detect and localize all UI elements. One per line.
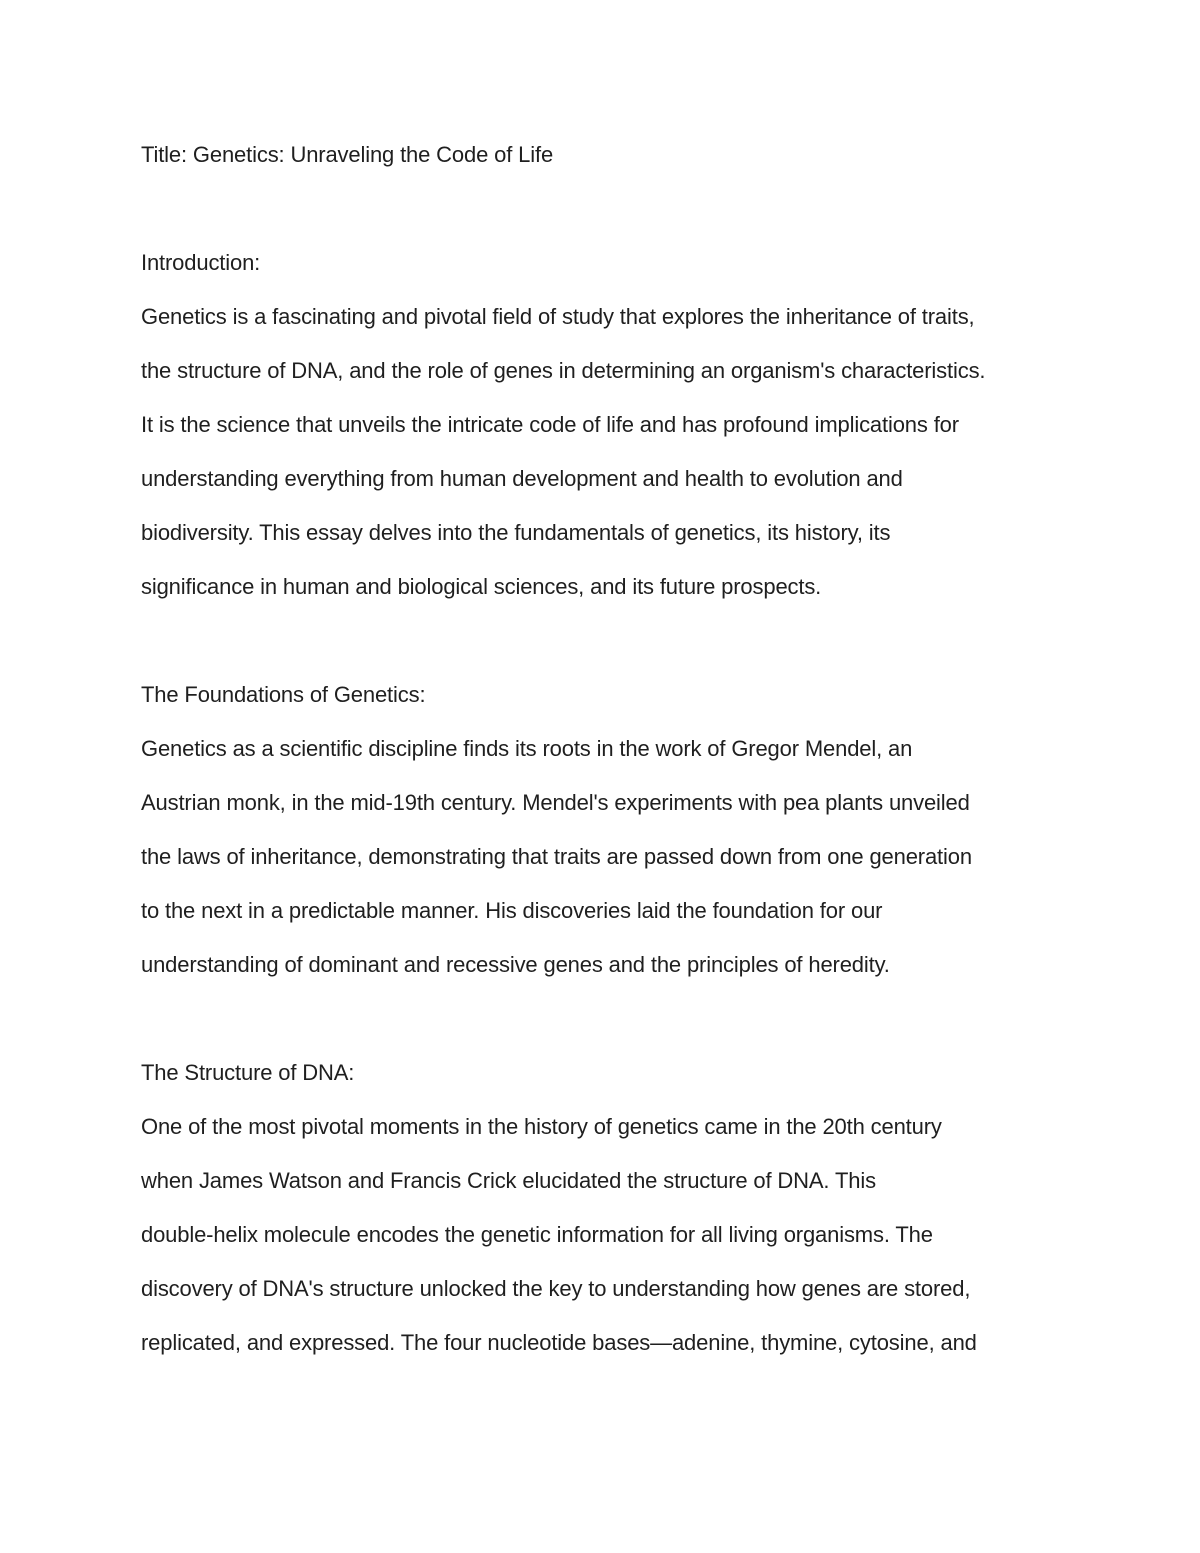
section-heading-foundations: The Foundations of Genetics:: [141, 682, 426, 707]
paragraph-line: One of the most pivotal moments in the history of genetics came in the 20th century: [141, 1114, 942, 1139]
paragraph-line: the laws of inheritance, demonstrating that traits are passed down from one generation: [141, 844, 972, 869]
blank-line: [141, 614, 1081, 668]
paragraph-line: It is the science that unveils the intricate code of life and has profound implications for: [141, 412, 959, 437]
section-heading-dna-structure: The Structure of DNA:: [141, 1060, 355, 1085]
paragraph-line: biodiversity. This essay delves into the fundamentals of genetics, its history, its: [141, 520, 891, 545]
paragraph-line: to the next in a predictable manner. His discoveries laid the foundation for our: [141, 898, 883, 923]
document-title: Title: Genetics: Unraveling the Code of Life: [141, 142, 554, 167]
paragraph-line: replicated, and expressed. The four nucleotide bases—adenine, thymine, cytosine, and: [141, 1330, 977, 1355]
section-heading-introduction: Introduction:: [141, 250, 261, 275]
paragraph-line: when James Watson and Francis Crick elucidated the structure of DNA. This: [141, 1168, 876, 1193]
blank-line: [141, 182, 1081, 236]
paragraph-line: significance in human and biological sciences, and its future prospects.: [141, 574, 822, 599]
blank-line: [141, 992, 1081, 1046]
paragraph-line: Genetics is a fascinating and pivotal field of study that explores the inheritance of traits,: [141, 304, 975, 329]
paragraph-line: double-helix molecule encodes the genetic information for all living organisms. The: [141, 1222, 933, 1247]
paragraph-line: Austrian monk, in the mid-19th century. Mendel's experiments with pea plants unveiled: [141, 790, 970, 815]
paragraph-line: understanding everything from human development and health to evolution and: [141, 466, 903, 491]
paragraph-line: discovery of DNA's structure unlocked the key to understanding how genes are stored,: [141, 1276, 971, 1301]
document-body: [141, 128, 1081, 1370]
paragraph-line: Genetics as a scientific discipline finds its roots in the work of Gregor Mendel, an: [141, 736, 913, 761]
paragraph-line: understanding of dominant and recessive genes and the principles of heredity.: [141, 952, 890, 977]
paragraph-line: the structure of DNA, and the role of genes in determining an organism's characteristics.: [141, 358, 986, 383]
